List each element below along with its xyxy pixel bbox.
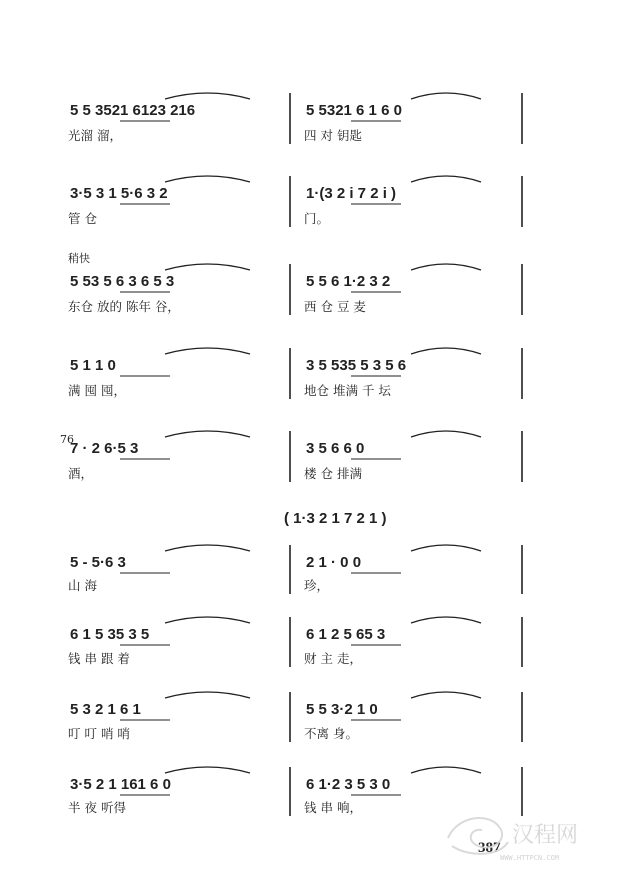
right-measure-lyrics: 四 对 钥匙 (304, 128, 362, 143)
phrase-slur (411, 767, 481, 773)
right-measure-notes: 5 5 3·2 1 0 (306, 701, 378, 718)
left-measure-lyrics: 叮 叮 哨 哨 (68, 726, 130, 741)
watermark-url: WWW.HTTPCN.COM (500, 854, 560, 862)
phrase-slur (165, 264, 250, 270)
left-measure-notes: 3·5 2 1 161 6 0 (70, 776, 171, 793)
phrase-slur (411, 348, 481, 354)
left-measure-notes: 6 1 5 35 3 5 (70, 626, 150, 643)
left-measure-notes: 3·5 3 1 5·6 3 2 (70, 185, 168, 202)
left-measure-notes: 5 3 2 1 6 1 (70, 701, 141, 718)
right-measure-lyrics: 钱 串 响， (304, 800, 362, 815)
right-measure-notes: 2 1 · 0 0 (306, 554, 362, 571)
left-measure-notes: 5 - 5·6 3 (70, 554, 126, 571)
phrase-slur (165, 692, 250, 698)
right-measure-lyrics: 不离 身。 (304, 726, 358, 741)
right-measure-notes: 5 5 6 1·2 3 2 (306, 273, 391, 290)
right-measure-lyrics: 西 仓 豆 麦 (304, 299, 366, 314)
phrase-slur (411, 617, 481, 623)
left-measure-notes: 7 · 2 6·5 3 (70, 440, 139, 457)
right-measure-lyrics: 地仓 堆满 千 坛 (304, 383, 391, 398)
right-measure-notes: 6 1·2 3 5 3 0 (306, 776, 391, 793)
music-systems (60, 93, 522, 816)
phrase-slur (165, 93, 250, 99)
system-1 (68, 93, 522, 144)
right-measure-lyrics: 珍， (304, 578, 330, 593)
phrase-slur (165, 176, 250, 182)
watermark-text: 汉程网 (512, 823, 579, 848)
system-3 (68, 251, 522, 315)
left-measure-lyrics: 满 囤 囤， (68, 383, 126, 398)
tempo-marking: 稍快 (68, 252, 90, 265)
left-measure-lyrics: 半 夜 听得 (68, 800, 126, 815)
phrase-slur (411, 93, 481, 99)
page-number: 387 (478, 840, 501, 856)
bracketed-phrase: ( 1·3 2 1 7 2 1 ) (284, 510, 387, 527)
phrase-slur (165, 767, 250, 773)
phrase-slur (411, 264, 481, 270)
left-measure-lyrics: 东仓 放的 陈年 谷， (68, 299, 180, 314)
system-9 (68, 767, 522, 816)
left-measure-lyrics: 酒， (68, 466, 94, 481)
left-measure-notes: 5 5 3521 6123 216 (70, 102, 196, 119)
phrase-slur (411, 692, 481, 698)
left-measure-lyrics: 光溜 溜， (68, 128, 122, 143)
system-7 (68, 617, 522, 667)
left-measure-notes: 5 1 1 0 (70, 357, 116, 374)
system-2 (68, 176, 522, 227)
right-measure-notes: 1·(3 2 i 7 2 i ) (306, 185, 397, 202)
phrase-slur (411, 545, 481, 551)
system-6 (68, 510, 522, 594)
left-measure-lyrics: 山 海 (68, 578, 97, 593)
right-measure-notes: 6 1 2 5 65 3 (306, 626, 386, 643)
left-measure-lyrics: 管 仓 (68, 211, 97, 226)
phrase-slur (165, 431, 250, 437)
phrase-slur (165, 348, 250, 354)
system-5 (60, 431, 522, 482)
right-measure-notes: 5 5321 6 1 6 0 (306, 102, 402, 119)
watermark (448, 818, 578, 862)
right-measure-notes: 3 5 535 5 3 5 6 (306, 357, 407, 374)
right-measure-lyrics: 楼 仓 排满 (304, 466, 362, 481)
right-measure-notes: 3 5 6 6 0 (306, 440, 365, 457)
phrase-slur (411, 176, 481, 182)
system-8 (68, 692, 522, 742)
grace-notes: 76 (60, 433, 74, 446)
left-measure-lyrics: 钱 串 跟 着 (68, 651, 130, 666)
right-measure-lyrics: 门。 (304, 211, 330, 226)
phrase-slur (411, 431, 481, 437)
left-measure-notes: 5 53 5 6 3 6 5 3 (70, 273, 175, 290)
phrase-slur (165, 545, 250, 551)
right-measure-lyrics: 财 主 走， (304, 651, 362, 666)
system-4 (68, 348, 522, 399)
phrase-slur (165, 617, 250, 623)
